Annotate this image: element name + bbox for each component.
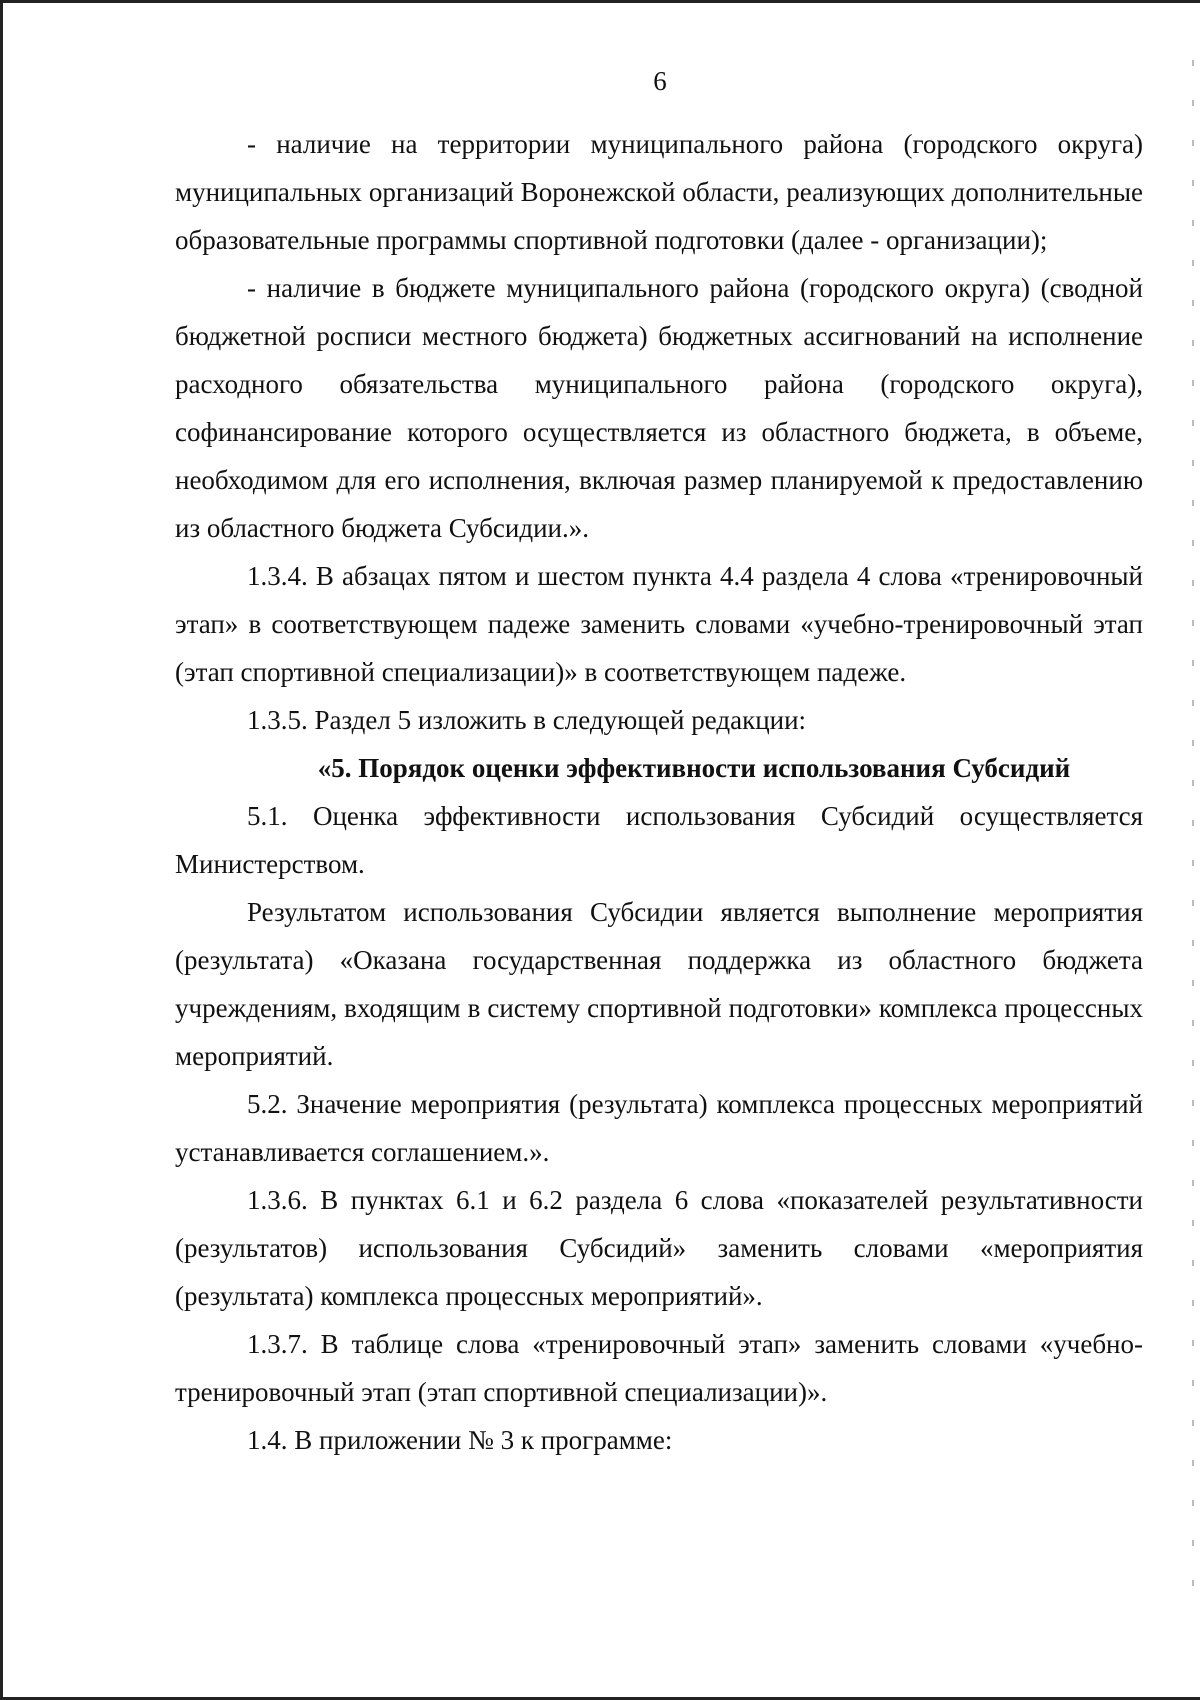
scan-edge-marks — [1192, 60, 1194, 1620]
paragraph-1-3-5: 1.3.5. Раздел 5 изложить в следующей редакции: — [247, 705, 807, 735]
paragraph-budget: - наличие в бюджете муниципального района (городского округа) (сводной бюджетной росписи местного бюджета) бюджетных ассигнований на исполнение расходного обязательства муниципального района (городского округа), софинансирование которого осуществляется из областного бюджета, в объеме, необходимом для его исполнения, включая размер планируемой к предоставлению из областного бюджета Субсидии.». — [175, 273, 1143, 543]
scan-border-left — [0, 0, 3, 1700]
paragraph-1-3-6: 1.3.6. В пунктах 6.1 и 6.2 раздела 6 слова «показателей результативности (результатов) использования Субсидий» заменить словами «мероприятия (результата) комплекса процессных мероприятий». — [175, 1185, 1143, 1311]
paragraph-1-3-4: 1.3.4. В абзацах пятом и шестом пункта 4.4 раздела 4 слова «тренировочный этап» в соответствующем падеже заменить словами «учебно-тренировочный этап (этап спортивной специализации)» в соответствующем падеже. — [175, 561, 1143, 687]
paragraph-organizations: - наличие на территории муниципального района (городского округа) муниципальных организаций Воронежской области, реализующих дополнительные образовательные программы спортивной подготовки (далее - организации); — [175, 129, 1143, 255]
scan-border-top — [0, 0, 1200, 3]
paragraph-5-2: 5.2. Значение мероприятия (результата) комплекса процессных мероприятий устанавливается соглашением.». — [175, 1089, 1143, 1167]
paragraph-result: Результатом использования Субсидии является выполнение мероприятия (результата) «Оказана государственная поддержка из областного бюджета учреждениям, входящим в систему спортивной подготовки» комплекса процессных мероприятий. — [175, 897, 1143, 1071]
page-number: 6 — [653, 66, 667, 96]
paragraph-1-4: 1.4. В приложении № 3 к программе: — [247, 1425, 673, 1455]
paragraph-5-1: 5.1. Оценка эффективности использования Субсидий осуществляется Министерством. — [175, 801, 1143, 879]
paragraph-1-3-7: 1.3.7. В таблице слова «тренировочный этап» заменить словами «учебно-тренировочный этап (этап спортивной специализации)». — [175, 1329, 1143, 1407]
section-heading: «5. Порядок оценки эффективности использования Субсидий — [317, 753, 1071, 783]
document-body — [175, 120, 1143, 1464]
